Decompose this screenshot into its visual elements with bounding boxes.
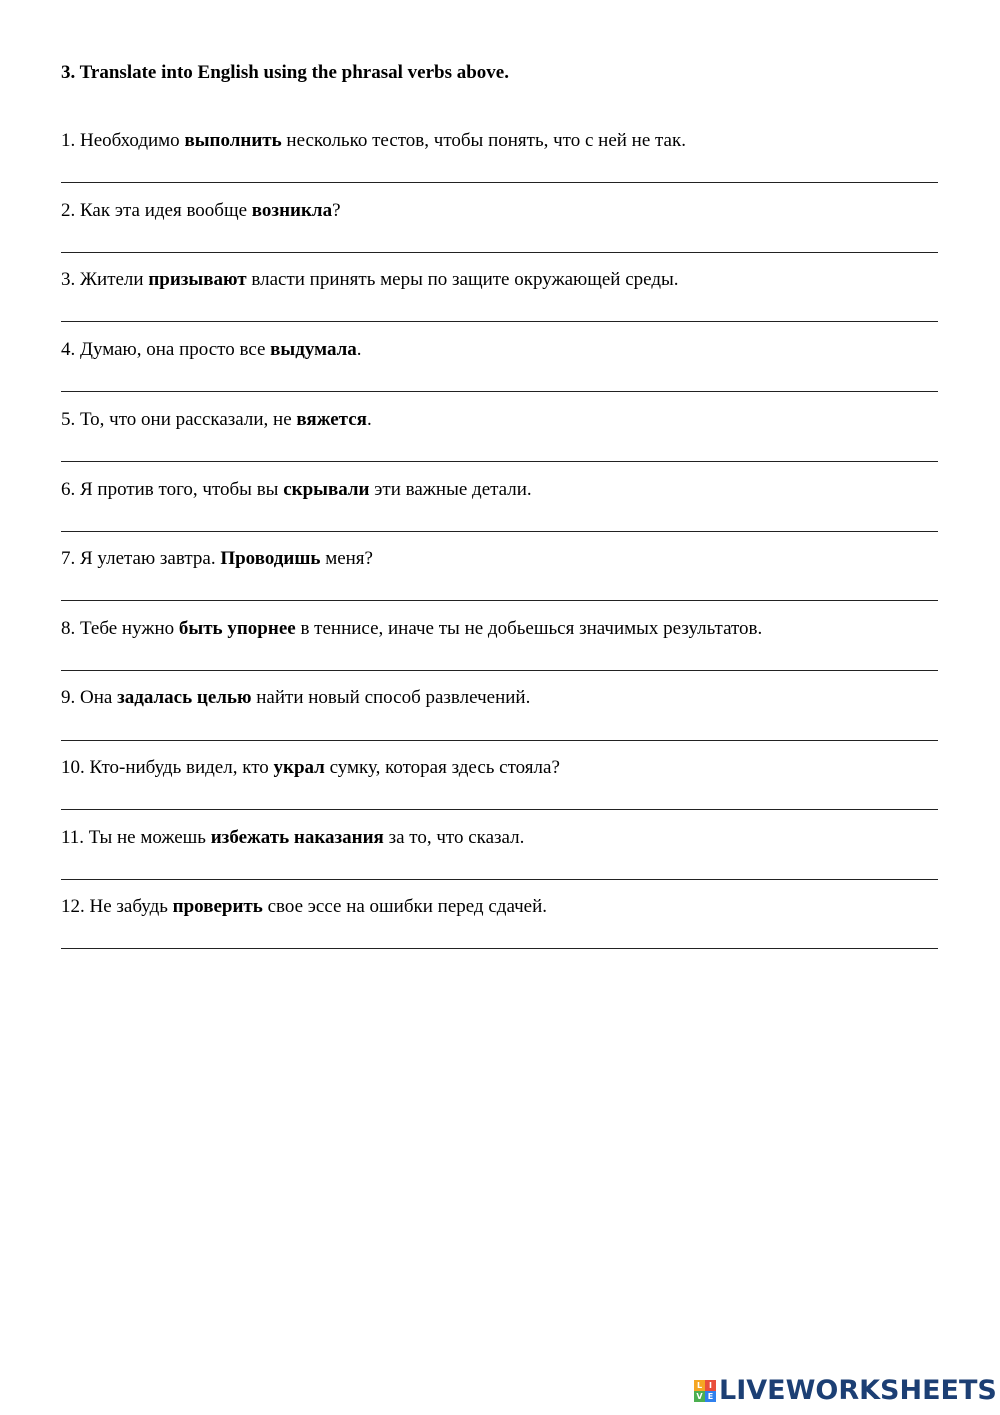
logo-mark-letter-l: L xyxy=(694,1380,705,1391)
sentence-11 xyxy=(61,825,524,851)
sentence-10 xyxy=(61,755,560,781)
sentence-6-text-end: эти важные детали. xyxy=(369,479,532,500)
sentence-9-text: 9. Она xyxy=(61,687,118,708)
answer-line-3[interactable] xyxy=(61,321,938,322)
sentence-1-text: 1. Необходимо xyxy=(61,130,185,151)
answer-line-2[interactable] xyxy=(61,252,938,253)
answer-line-4[interactable] xyxy=(61,391,938,392)
liveworksheets-logo xyxy=(694,1374,997,1408)
answer-line-6[interactable] xyxy=(61,531,938,532)
sentence-8 xyxy=(61,616,762,642)
sentence-5-text-end: . xyxy=(366,409,372,430)
sentence-9 xyxy=(61,685,530,711)
sentence-2-text-end: ? xyxy=(332,200,341,221)
sentence-1-text-end: несколько тестов, чтобы понять, что с ней не так. xyxy=(281,130,686,151)
sentence-1 xyxy=(61,128,686,154)
sentence-7-keyword: Проводишь xyxy=(220,548,321,569)
sentence-7-text: 7. Я улетаю завтра. xyxy=(61,548,221,569)
sentence-9-keyword: задалась целью xyxy=(117,687,252,708)
answer-line-8[interactable] xyxy=(61,670,938,671)
sentence-6-keyword: скрывали xyxy=(283,479,370,500)
sentence-12-text-end: свое эссе на ошибки перед сдачей. xyxy=(262,896,548,917)
logo-mark-letter-e: E xyxy=(705,1391,716,1402)
sentence-12-text: 12. Не забудь xyxy=(61,896,173,917)
answer-line-11[interactable] xyxy=(61,879,938,880)
logo-mark-letter-i: I xyxy=(705,1380,716,1391)
logo-mark-letter-v: V xyxy=(694,1391,705,1402)
sentence-8-text-end: в теннисе, иначе ты не добьешься значимых результатов. xyxy=(295,618,763,639)
answer-line-12[interactable] xyxy=(61,948,938,949)
exercise-heading: 3. Translate into English using the phrasal verbs above. xyxy=(61,62,509,83)
sentence-7-text-end: меня? xyxy=(320,548,373,569)
sentence-3-text: 3. Жители xyxy=(61,269,149,290)
sentence-12-keyword: проверить xyxy=(172,896,263,917)
sentence-4-keyword: выдумала xyxy=(270,339,357,360)
sentence-2-text: 2. Как эта идея вообще xyxy=(61,200,252,221)
sentence-12 xyxy=(61,894,547,920)
sentence-9-text-end: найти новый способ развлечений. xyxy=(251,687,531,708)
sentence-4 xyxy=(61,337,362,363)
answer-line-10[interactable] xyxy=(61,809,938,810)
answer-line-9[interactable] xyxy=(61,740,938,741)
sentence-3-text-end: власти принять меры по защите окружающей среды. xyxy=(246,269,679,290)
logo-mark-icon xyxy=(694,1380,716,1402)
sentence-7 xyxy=(61,546,373,572)
sentence-5-keyword: вяжется xyxy=(296,409,367,430)
answer-line-7[interactable] xyxy=(61,600,938,601)
sentence-8-keyword: быть упорнее xyxy=(178,618,296,639)
sentence-5 xyxy=(61,407,372,433)
logo-text: LIVEWORKSHEETS xyxy=(719,1375,997,1406)
sentence-10-keyword: украл xyxy=(273,757,325,778)
sentence-10-text-end: сумку, которая здесь стояла? xyxy=(324,757,560,778)
answer-line-1[interactable] xyxy=(61,182,938,183)
sentence-3-keyword: призывают xyxy=(148,269,247,290)
answer-line-5[interactable] xyxy=(61,461,938,462)
sentence-6 xyxy=(61,477,532,503)
sentence-4-text: 4. Думаю, она просто все xyxy=(61,339,271,360)
sentence-11-keyword: избежать наказания xyxy=(210,827,384,848)
sentence-5-text: 5. То, что они рассказали, не xyxy=(61,409,297,430)
sentence-10-text: 10. Кто-нибудь видел, кто xyxy=(61,757,274,778)
sentence-11-text: 11. Ты не можешь xyxy=(61,827,211,848)
sentence-4-text-end: . xyxy=(356,339,362,360)
sentence-11-text-end: за то, что сказал. xyxy=(383,827,525,848)
sentence-6-text: 6. Я против того, чтобы вы xyxy=(61,479,284,500)
sentence-3 xyxy=(61,267,679,293)
sentence-2 xyxy=(61,198,341,224)
sentence-2-keyword: возникла xyxy=(251,200,333,221)
sentence-1-keyword: выполнить xyxy=(184,130,282,151)
sentence-8-text: 8. Тебе нужно xyxy=(61,618,179,639)
